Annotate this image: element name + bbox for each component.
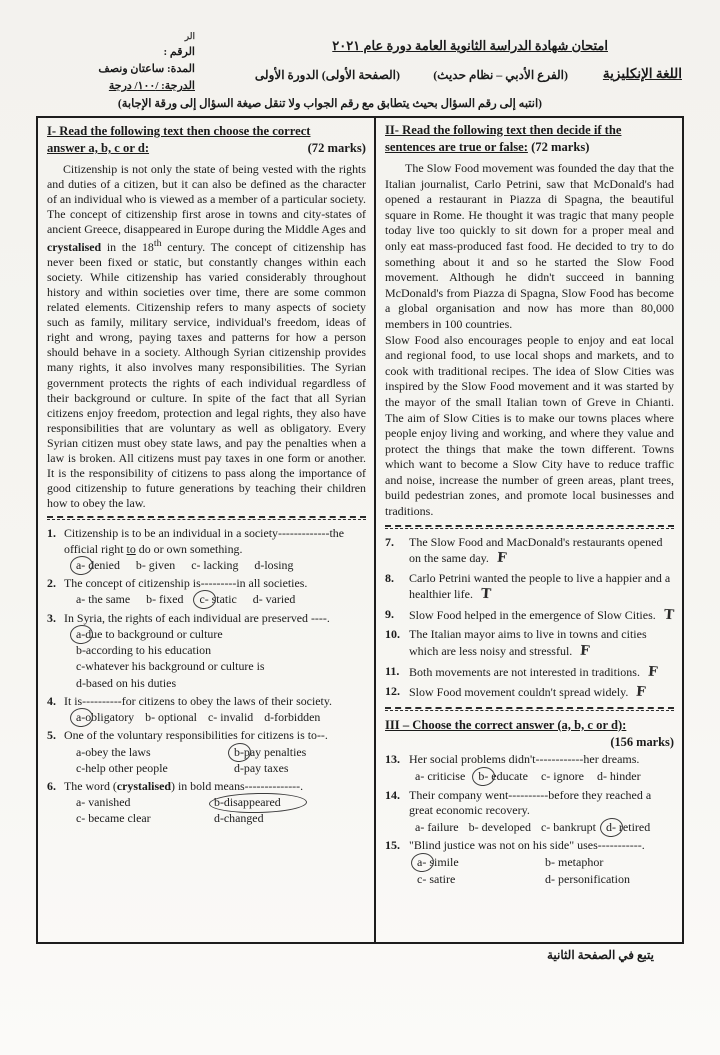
option-d: d-changed: [214, 811, 264, 826]
option-d: d- hinder: [596, 769, 641, 784]
section-1-marks: (72 marks): [307, 141, 366, 155]
handwritten-answer: F: [647, 663, 659, 680]
dashed-divider: [385, 525, 674, 529]
question-text: Both movements are not interested in traditions.: [409, 664, 640, 679]
reading-passage-citizenship: Citizenship is not only the state of being vested with the rights and duties of a citizen, but it can also be defined as the character of an individual who is viewed as a member of a particular society. The concept of citizenship first arose in towns and city-states of ancient Greece, disappeared in Europe during the Middle Ages and crystalised in the 18th century. The concept of citizenship has never been fixed or static, but constantly changes within each society. While citizenship has varied considerably throughout history and within societies over time, there are some common related elements. Citizenship refers to many aspects of society such as family, military service, individual's freedom, ideas of right and wrong, paying taxes and patterns for how a person should behave in a society. Although Syrian citizenship provides many rights, it also involves many responsibilities. The Syrian government protects the rights of each individual regardless of their background or culture. In spite of the fact that all Syrian citizens enjoy freedom, protection and legal rights, they also have responsibilities that are voluntary as well as obligatory. Every Syrian citizen must obey state laws, and pay the penalties when a law is broken. All citizens must pay taxes in one form or another. It is the responsibility of citizens to pass along the importance of good citizenship to future generations by teaching their children how to obey the law.: [47, 162, 367, 511]
section-2-marks: (72 marks): [531, 140, 590, 154]
option-c: c- bankrupt: [540, 819, 596, 834]
option-a: a- denied: [76, 557, 120, 572]
option-a: a-due to background or culture: [76, 627, 366, 642]
question-number: 12.: [385, 684, 400, 699]
option-b: b-according to his education: [76, 643, 212, 658]
number-label: الرقم :: [163, 45, 195, 58]
question-text: The Italian mayor aims to live in towns and cities which are less noisy and stressful.: [409, 627, 647, 659]
option-d: d-forbidden: [264, 710, 321, 725]
branch-label: (الفرع الأدبي – نظام حديث): [433, 68, 568, 82]
question-number: 5.: [47, 728, 56, 743]
corner-scribble: الر: [184, 31, 195, 41]
question-8: [385, 571, 674, 604]
instruction-note: (انتبه إلى رقم السؤال بحيث يتطابق مع رقم الجواب ولا تنقل صيغة السؤال إلى ورقة الإجابة): [117, 98, 542, 110]
option-b: b- educate: [478, 769, 528, 784]
option-d: d- varied: [252, 592, 296, 607]
option-b: b- fixed: [146, 592, 184, 607]
option-d: d-based on his duties: [76, 675, 177, 690]
question-15: [385, 838, 674, 887]
question-number: 4.: [47, 693, 56, 708]
handwritten-answer: F: [635, 683, 647, 701]
question-text: Her social problems didn't------------her dreams.: [409, 752, 640, 767]
question-number: 11.: [385, 663, 400, 678]
section-2-heading: [385, 122, 674, 156]
question-number: 6.: [47, 779, 56, 793]
option-c: c- lacking: [191, 557, 239, 572]
option-b: b- metaphor: [545, 855, 604, 870]
option-b: b- developed: [468, 819, 531, 834]
option-c: c-help other people: [76, 760, 168, 775]
dashed-divider: [47, 516, 366, 520]
question-text: It is----------for citizens to obey the laws of their society.: [64, 693, 332, 708]
section-2-title-line1: II- Read the following text then decide if the: [385, 123, 622, 137]
question-number: 10.: [385, 627, 400, 642]
option-b: b- optional: [145, 710, 197, 725]
question-text: Slow Food helped in the emergence of Slow Cities.: [409, 607, 656, 622]
question-11: [385, 664, 674, 682]
question-text: Carlo Petrini wanted the people to live a happier and a healthier life.: [409, 570, 671, 602]
question-5: [47, 728, 366, 776]
question-number: 1.: [47, 526, 56, 541]
option-c: c- became clear: [76, 811, 151, 826]
question-text: In Syria, the rights of each individual are preserved ----.: [64, 610, 330, 625]
option-c: c- static: [199, 592, 237, 607]
section-3-marks: (156 marks): [610, 734, 674, 749]
handwritten-answer: F: [496, 549, 508, 567]
option-c: c- ignore: [540, 769, 584, 784]
session-label: (الصفحة الأولى) الدورة الأولى: [254, 68, 400, 82]
section-3-title: III – Choose the correct answer (a, b, c or d):: [385, 717, 627, 732]
section-1-title-line2: answer a, b, c or d:: [47, 141, 150, 155]
option-a: a- vanished: [76, 795, 131, 810]
reading-passage-slow-food-p2: Slow Food also encourages people to enjoy and eat local and regional food, to use local shops and markets, and to cook with traditional recipes. The idea of Slow Cities was inspired by the Slow Food movement and it was started by the mayor of the small Italian town of Greve in Chianti. The aim of Slow Cities is to make our towns places where people enjoy living and working, and where they value and protect the things that make the town different. Towns which want to become a Slow City have to reduce traffic and noise, increase the number of green areas, plant trees, build pedestrian zones, and promote local businesses and traditions.: [385, 332, 674, 519]
handwritten-answer: F: [579, 642, 591, 660]
question-6: [47, 779, 366, 827]
option-d: d-losing: [254, 557, 294, 572]
section-1-heading: [47, 123, 366, 157]
option-a: a-obey the laws: [76, 744, 151, 759]
question-7: [385, 535, 674, 568]
question-text: Citizenship is to be an individual in a society-------------the official right to do or own something.: [64, 526, 344, 556]
question-text: The concept of citizenship is---------in all societies.: [64, 576, 308, 591]
question-number: 2.: [47, 576, 56, 591]
duration-label: المدة: ساعتان ونصف: [98, 62, 195, 75]
subject-label: اللغة الإنكليزية: [602, 66, 682, 81]
option-a: a- criticise: [415, 769, 466, 784]
handwritten-answer: T: [480, 586, 492, 603]
question-1: [47, 526, 366, 573]
section-1-title-line1: I- Read the following text then choose the correct: [47, 124, 311, 138]
option-c: c-whatever his background or culture is: [76, 659, 265, 674]
section-3-heading: [385, 717, 674, 751]
question-2: [47, 576, 366, 607]
question-text: The Slow Food and MacDonald's restaurants opened on the same day.: [409, 534, 663, 566]
option-a: a- failure: [415, 819, 459, 834]
section-2-3-column: [376, 118, 682, 942]
question-3: [47, 611, 366, 691]
question-4: [47, 694, 366, 725]
option-c: c- satire: [417, 871, 456, 886]
question-10: [385, 627, 674, 660]
question-number: 8.: [385, 570, 394, 585]
section-1-column: [38, 118, 376, 942]
option-d: d- retired: [605, 819, 651, 834]
question-number: 15.: [385, 838, 400, 853]
question-text: Slow Food movement couldn't spread widely.: [409, 685, 629, 700]
option-c: c- invalid: [207, 710, 254, 725]
option-b: b- given: [135, 557, 176, 572]
grade-label: الدرجة: /١٠٠/ درجة: [108, 80, 195, 93]
question-number: 9.: [385, 606, 394, 621]
question-text: "Blind justice was not on his side" uses-----------.: [409, 838, 645, 853]
exam-body-box: [36, 116, 684, 944]
option-a: a-obligatory: [76, 710, 135, 725]
continued-next-page-note: يتبع في الصفحة الثانية: [546, 948, 654, 962]
question-number: 7.: [385, 534, 394, 549]
option-d: d-pay taxes: [234, 760, 289, 775]
dashed-divider: [385, 707, 674, 711]
question-text: One of the voluntary responsibilities for citizens is to--.: [64, 728, 328, 743]
question-number: 14.: [385, 787, 400, 802]
section-2-title-line2: sentences are true or false:: [385, 140, 528, 154]
option-a: a- the same: [76, 592, 131, 607]
question-14: [385, 788, 674, 836]
question-9: [385, 607, 674, 625]
question-number: 13.: [385, 752, 400, 767]
exam-meta-block: [90, 30, 195, 95]
option-d: d- personification: [545, 871, 630, 886]
option-b: b-disappeared: [214, 795, 366, 810]
question-text: Their company went----------before they reached a great economic recovery.: [409, 787, 652, 818]
reading-passage-slow-food-p1: The Slow Food movement was founded the day that the Italian journalist, Carlo Petrini, saw that McDonald's had opened a restaurant in Piazza di Spagna, the beautiful square in Rome. He thought it was tragic that many people today live too quickly to sit down for a proper meal and only eat mass-produced fast food. He decided to try to do something about it and so he started the Slow Food movement. Although he didn't succeed in banning McDonald's from Piazza di Spagna, Slow Food has become a global organisation and now has more than 80,000 members in 100 countries.: [385, 161, 674, 331]
question-text: The word (crystalised) in bold means--------------.: [64, 779, 304, 793]
question-13: [385, 752, 674, 784]
question-12: [385, 684, 674, 702]
handwritten-answer: T: [663, 606, 675, 624]
option-a: a- simile: [417, 855, 537, 871]
exam-title: امتحان شهادة الدراسة الثانوية العامة دورة عام ٢٠٢١: [332, 38, 608, 53]
option-b: b-pay penalties: [234, 745, 366, 760]
question-number: 3.: [47, 610, 56, 625]
